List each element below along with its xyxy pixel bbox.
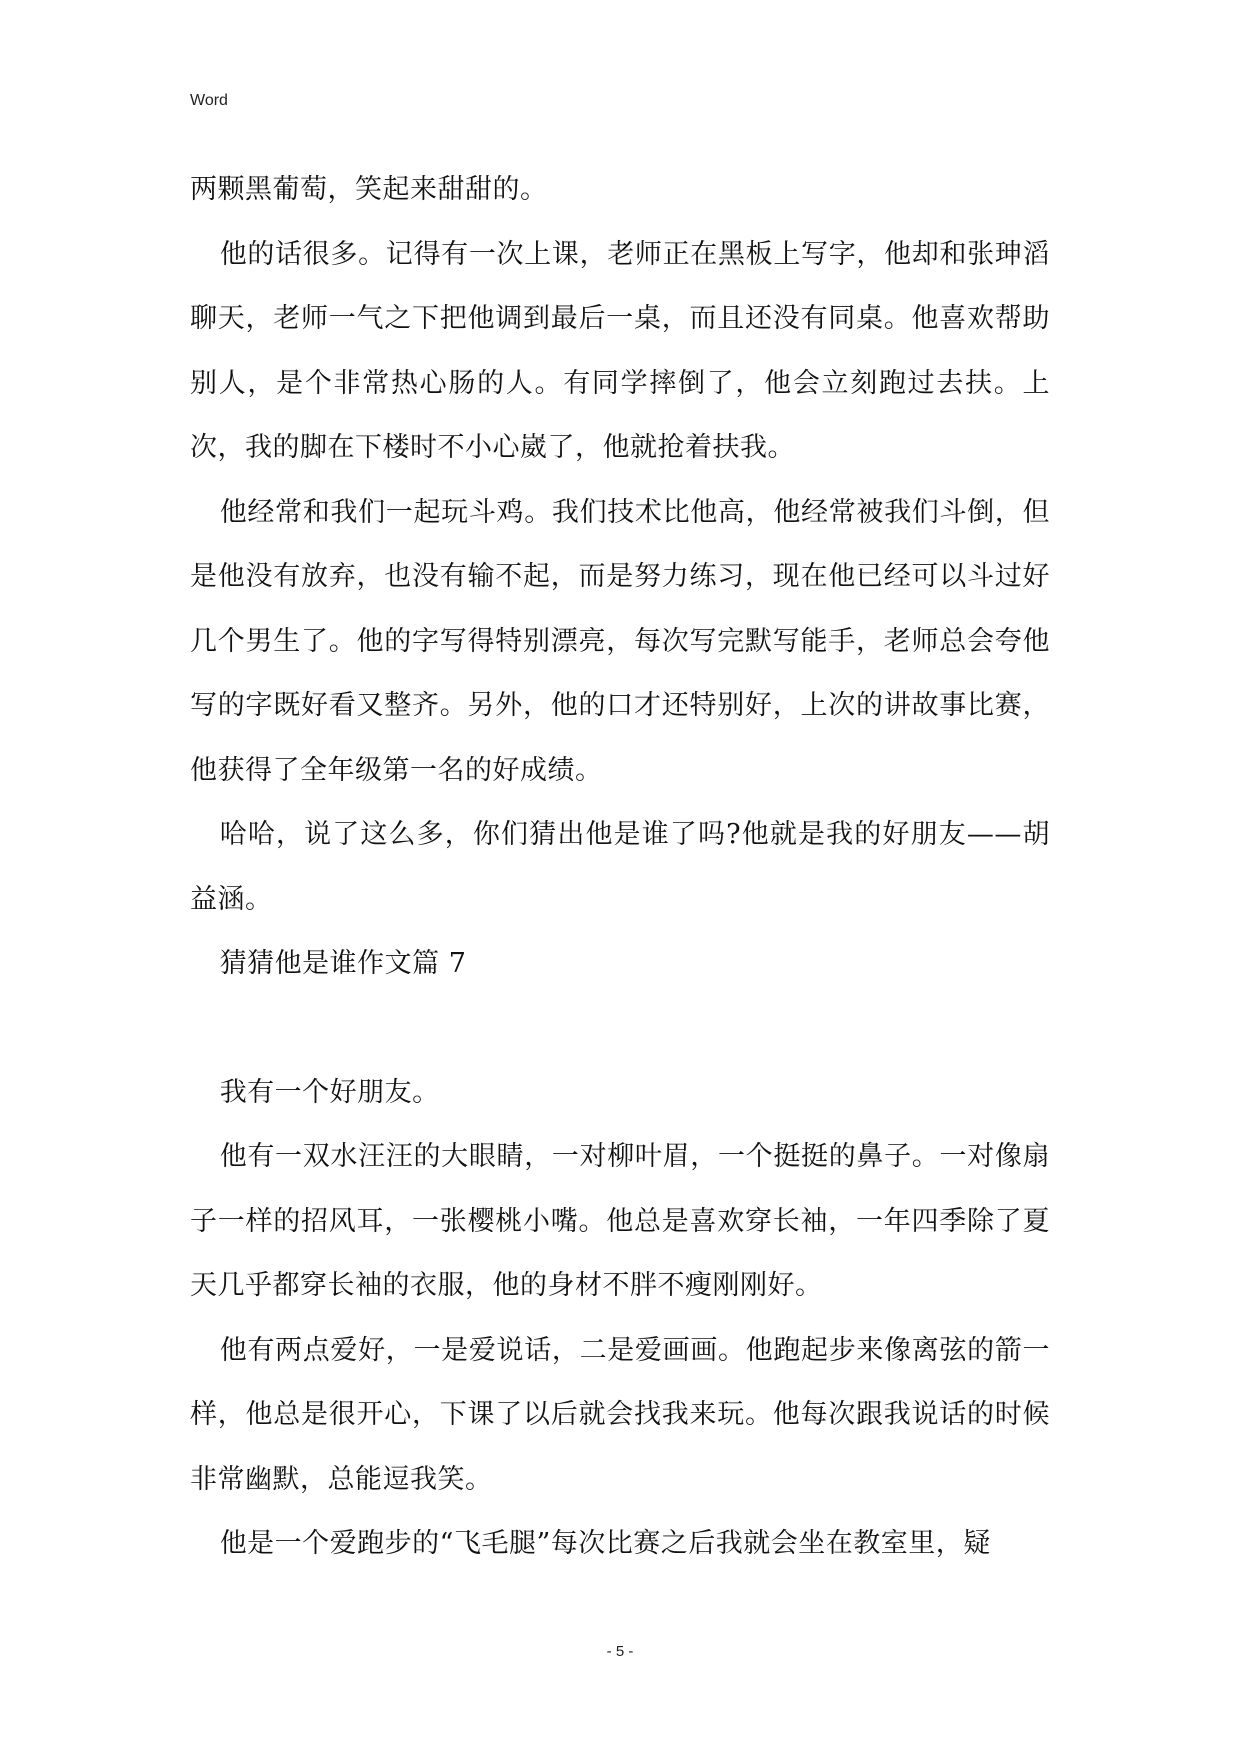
paragraph: 他有一双水汪汪的大眼睛，一对柳叶眉，一个挺挺的鼻子。一对像扇子一样的招风耳，一张樱桃小嘴。他总是喜欢穿长袖，一年四季除了夏天几乎都穿长袖的衣服，他的身材不胖不瘦刚刚好。 (190, 1141, 1050, 1301)
paragraph: 我有一个好朋友。 (219, 1076, 440, 1108)
paragraph: 他的话很多。记得有一次上课，老师正在黑板上写字，他却和张珅滔聊天，老师一气之下把他调到最后一桌，而且还没有同桌。他喜欢帮助别人，是个非常热心肠的人。有同学摔倒了，他会立刻跑过去扶。上次，我的脚在下楼时不小心崴了，他就抢着扶我。 (190, 238, 1050, 463)
paragraph: 哈哈，说了这么多，你们猜出他是谁了吗?他就是我的好朋友——胡益涵。 (190, 819, 1050, 915)
page-header: Word (190, 92, 228, 109)
paragraph: 他是一个爱跑步的“飞毛腿”每次比赛之后我就会坐在教室里，疑 (219, 1528, 991, 1559)
document-body (190, 158, 1050, 1577)
paragraph: 他有两点爱好，一是爱说话，二是爱画画。他跑起步来像离弦的箭一样，他总是很开心，下课了以后就会找我来玩。他每次跟我说话的时候非常幽默，总能逗我笑。 (190, 1334, 1050, 1495)
page-number: - 5 - (606, 1643, 634, 1660)
section-heading: 猜猜他是谁作文篇 7 (219, 948, 467, 979)
paragraph: 他经常和我们一起玩斗鸡。我们技术比他高，他经常被我们斗倒，但是他没有放弃，也没有输不起，而是努力练习，现在他已经可以斗过好几个男生了。他的字写得特别漂亮，每次写完默写能手，老师总会夸他写的字既好看又整齐。另外，他的口才还特别好，上次的讲故事比赛，他获得了全年级第一名的好成绩。 (190, 496, 1050, 786)
paragraph-continuation: 两颗黑葡萄，笑起来甜甜的。 (190, 174, 548, 205)
